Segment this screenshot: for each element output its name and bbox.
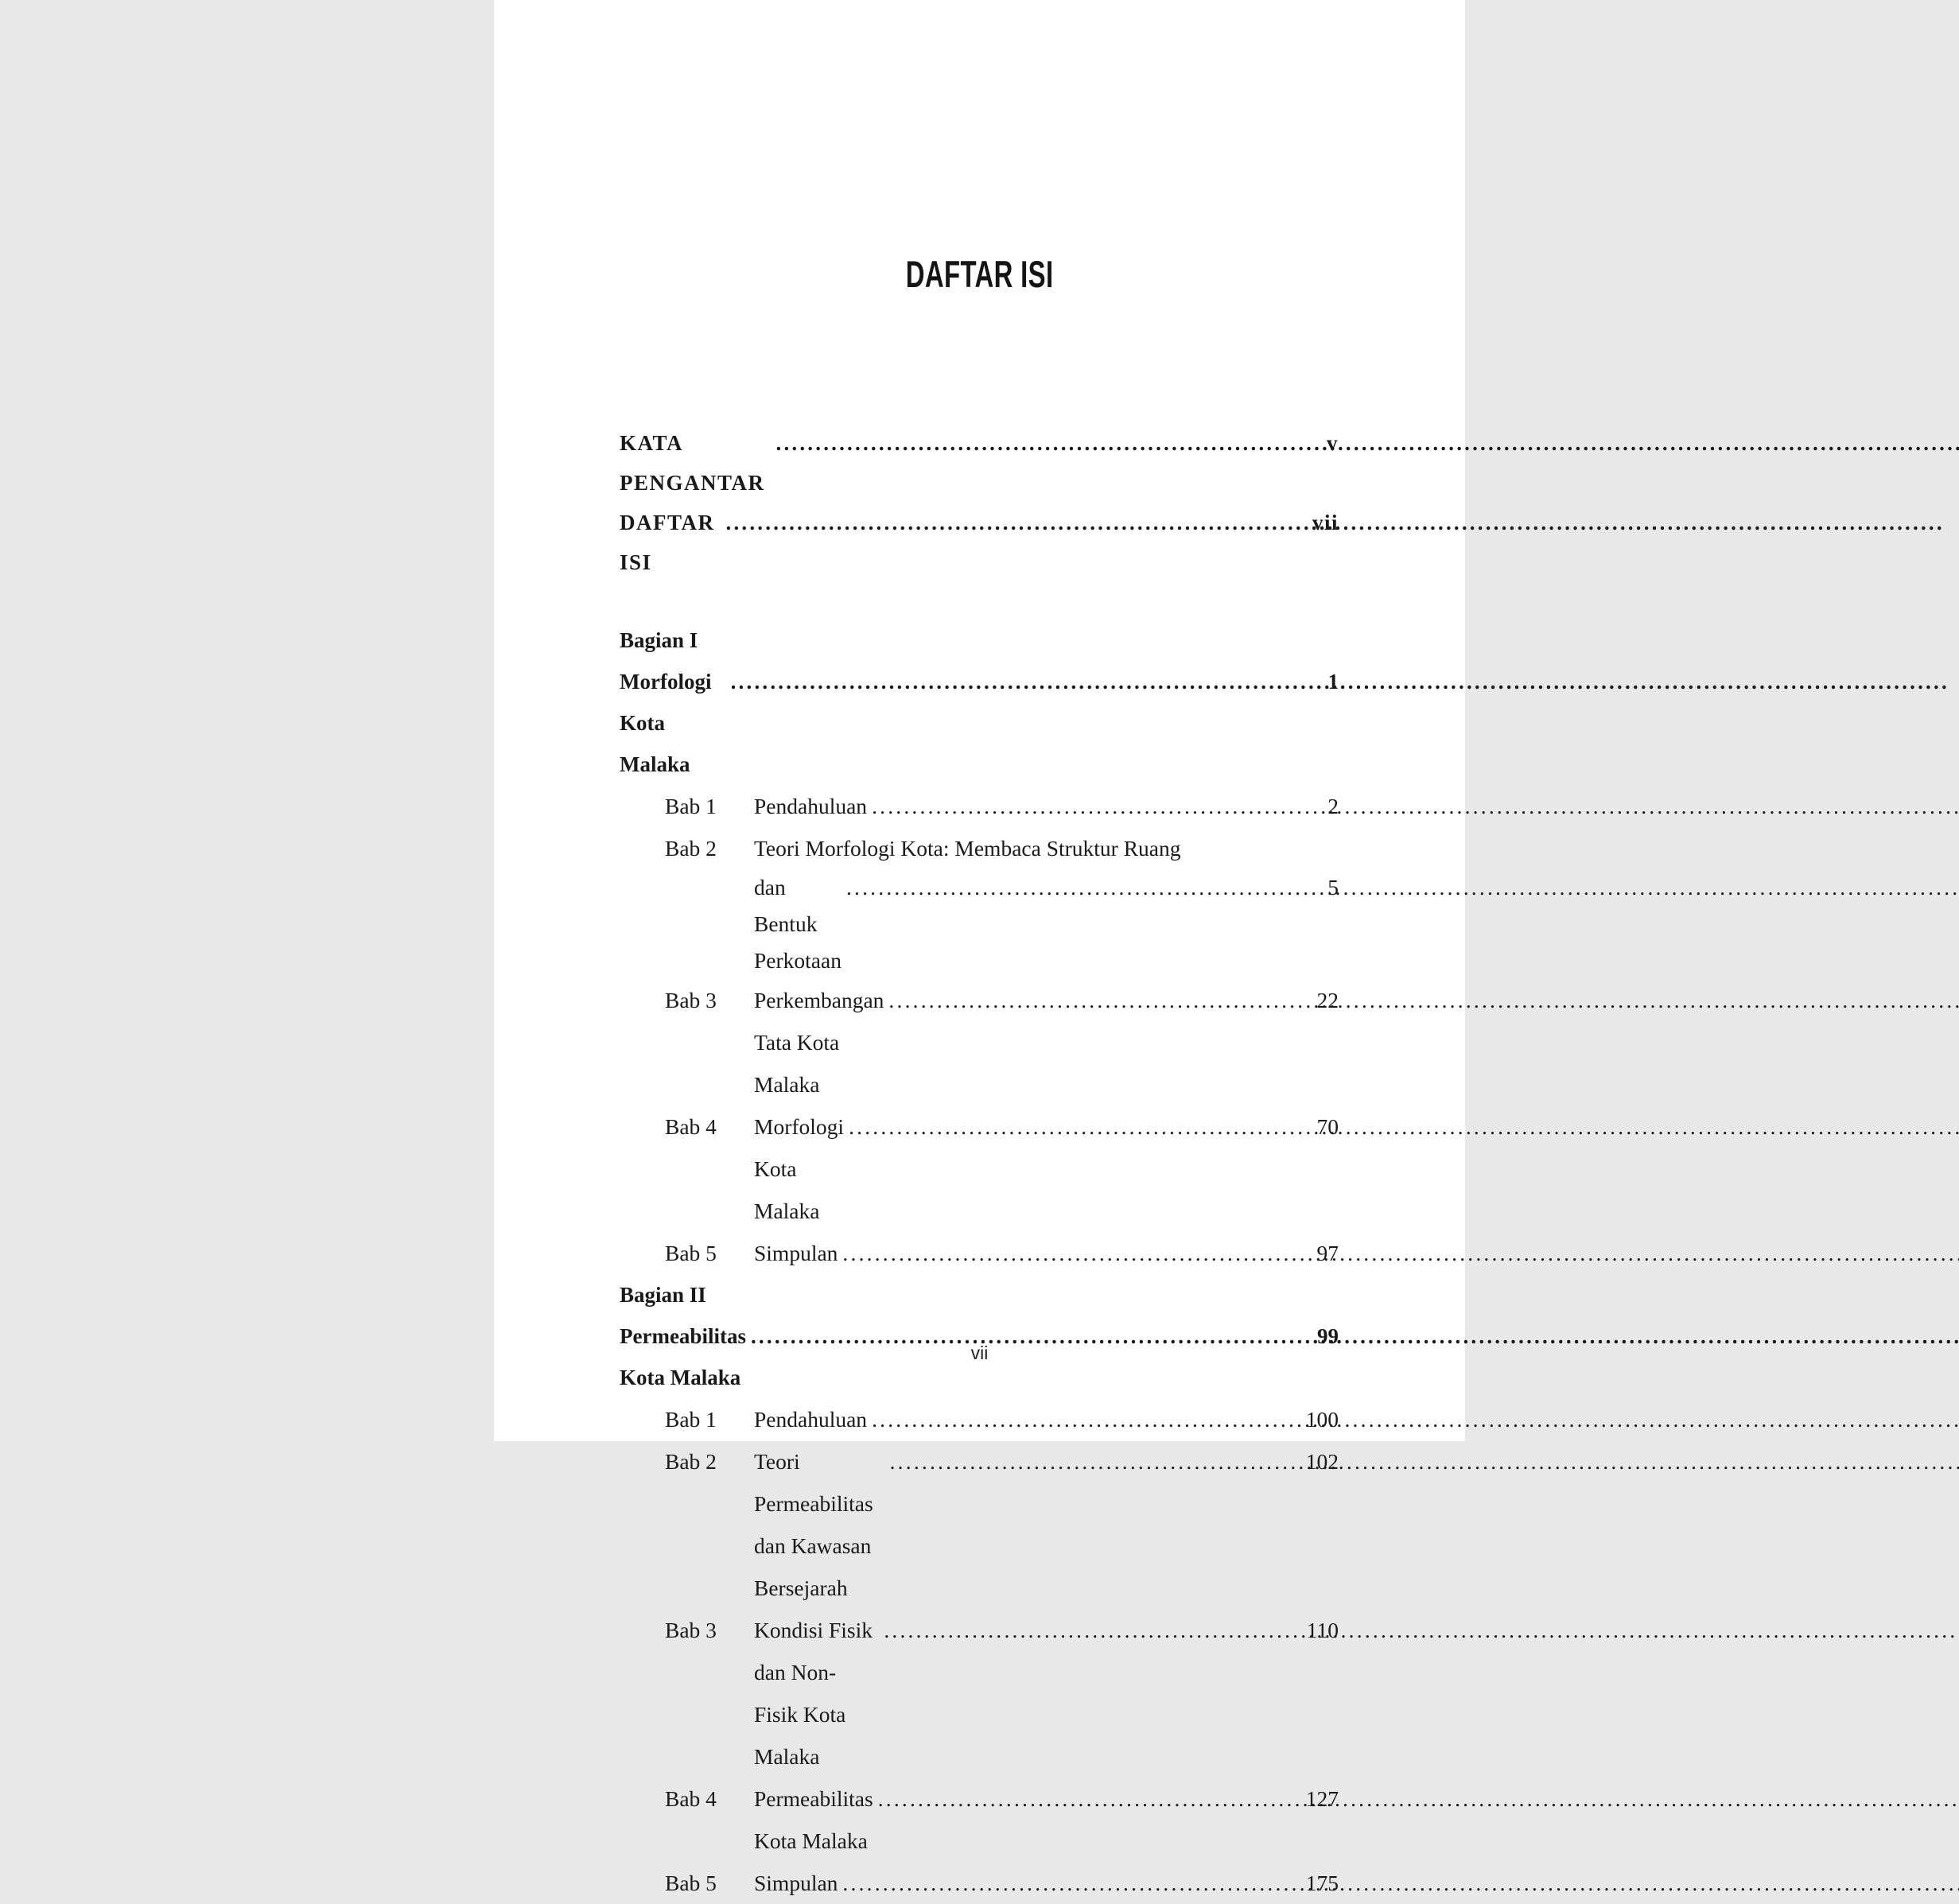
dot-leader [842, 1232, 1312, 1274]
part-label: Bagian II [620, 1283, 706, 1307]
toc-entry-part-1 [620, 661, 1339, 785]
part-title: Morfologi Kota Malaka [620, 670, 712, 776]
chapter-number: Bab 5 [665, 1241, 717, 1265]
chapter-number: Bab 1 [665, 1407, 717, 1432]
page-number: vii [1312, 511, 1339, 534]
toc-entry-daftar-isi [620, 503, 1339, 582]
page-number: 100 [1305, 1407, 1339, 1432]
dot-leader [872, 1398, 1302, 1440]
part-title: Permeabilitas Kota Malaka [620, 1324, 746, 1389]
toc-entry-chapter [620, 1862, 1339, 1904]
toc-page [494, 0, 1465, 1895]
chapter-number: Bab 1 [665, 794, 717, 818]
dot-leader [849, 1105, 1312, 1148]
chapter-number: Bab 2 [665, 1449, 717, 1474]
section-gap [620, 582, 1339, 620]
chapter-title-line2: dan Bentuk Perkotaan [754, 875, 842, 973]
page-number: 22 [1316, 988, 1339, 1012]
chapter-title: Permeabilitas Kota Malaka [754, 1786, 873, 1853]
page-number: 70 [1316, 1114, 1339, 1139]
table-of-contents [620, 423, 1339, 1904]
page-number: 175 [1305, 1871, 1339, 1895]
toc-entry-chapter [620, 1778, 1339, 1862]
entry-label: KATA PENGANTAR [620, 431, 765, 495]
dot-leader [842, 1862, 1301, 1904]
footer-page-number: vii [970, 1343, 989, 1363]
dot-leader [846, 869, 1323, 906]
chapter-number: Bab 3 [665, 1618, 717, 1642]
chapter-title: Morfologi Kota Malaka [754, 1114, 845, 1223]
chapter-number: Bab 5 [665, 1871, 717, 1895]
page-number: 5 [1327, 875, 1339, 900]
part-label: Bagian I [620, 628, 698, 652]
page-number: 110 [1306, 1618, 1339, 1642]
chapter-number: Bab 3 [665, 988, 717, 1012]
chapter-number: Bab 2 [665, 836, 717, 861]
dot-leader [890, 1440, 1302, 1482]
page-number: 97 [1316, 1241, 1339, 1265]
dot-leader [888, 979, 1312, 1021]
toc-entry-chapter [620, 827, 1339, 979]
page-title [494, 255, 1465, 294]
page-number: 127 [1305, 1786, 1339, 1811]
chapter-title: Perkembangan Tata Kota Malaka [754, 988, 884, 1097]
chapter-title: Teori Morfologi Kota: Membaca Struktur Ruang [754, 836, 1181, 861]
toc-entry-chapter [620, 1232, 1339, 1274]
toc-entry-kata-pengantar [620, 423, 1339, 503]
toc-entry-chapter [620, 1440, 1339, 1609]
dot-leader [872, 785, 1323, 827]
dot-leader [776, 423, 1323, 463]
chapter-number: Bab 4 [665, 1786, 717, 1811]
toc-entry-chapter [620, 1609, 1339, 1778]
page-number: 1 [1327, 670, 1339, 694]
page-title-text: DAFTAR ISI [905, 253, 1054, 295]
chapter-title: Pendahuluan [754, 1407, 868, 1432]
chapter-title: Teori Permeabilitas dan Kawasan Bersejarah [754, 1449, 873, 1600]
chapter-title: Pendahuluan [754, 794, 868, 818]
page-number: 99 [1317, 1324, 1339, 1348]
dot-leader [884, 1609, 1302, 1651]
chapter-title: Simpulan [754, 1241, 838, 1265]
toc-entry-chapter [620, 979, 1339, 1105]
dot-leader [726, 503, 1308, 542]
chapter-title: Simpulan [754, 1871, 838, 1895]
toc-entry-chapter [620, 1398, 1339, 1440]
chapter-title: Kondisi Fisik dan Non-Fisik Kota Malaka [754, 1618, 873, 1769]
dot-leader [878, 1778, 1302, 1820]
page-number: 102 [1305, 1449, 1339, 1474]
entry-label: DAFTAR ISI [620, 511, 715, 574]
page-number: v [1327, 431, 1339, 455]
toc-entry-chapter [620, 1105, 1339, 1232]
page-number: 2 [1327, 794, 1339, 818]
dot-leader [731, 661, 1324, 702]
chapter-number: Bab 4 [665, 1114, 717, 1139]
toc-entry-chapter [620, 785, 1339, 827]
